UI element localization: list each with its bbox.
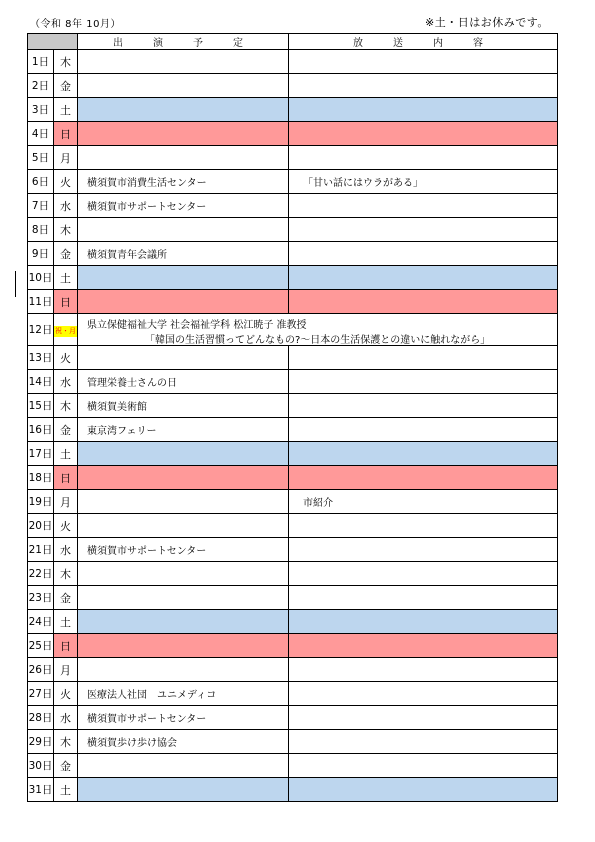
date-cell: 2日 xyxy=(28,74,54,98)
weekday-cell: 金 xyxy=(54,242,78,266)
date-cell: 8日 xyxy=(28,218,54,242)
appearance-column-header: 出 演 予 定 xyxy=(78,34,289,50)
weekday-cell: 土 xyxy=(54,98,78,122)
schedule-body xyxy=(28,34,558,802)
appearance-cell: 横須賀市消費生活センター xyxy=(78,170,289,194)
content-cell xyxy=(289,586,558,610)
margin-marker xyxy=(15,271,16,297)
date-cell: 18日 xyxy=(28,466,54,490)
schedule-row xyxy=(28,706,558,730)
weekday-cell: 木 xyxy=(54,562,78,586)
schedule-row xyxy=(28,514,558,538)
weekday-cell: 月 xyxy=(54,146,78,170)
content-cell xyxy=(289,634,558,658)
schedule-row xyxy=(28,194,558,218)
date-cell: 23日 xyxy=(28,586,54,610)
content-cell xyxy=(289,74,558,98)
content-cell xyxy=(289,122,558,146)
content-cell xyxy=(289,194,558,218)
content-cell xyxy=(289,266,558,290)
merged-program-cell xyxy=(78,314,558,346)
appearance-cell xyxy=(78,74,289,98)
appearance-cell xyxy=(78,490,289,514)
appearance-cell: 横須賀美術館 xyxy=(78,394,289,418)
date-cell: 9日 xyxy=(28,242,54,266)
schedule-row xyxy=(28,730,558,754)
weekday-cell: 木 xyxy=(54,50,78,74)
weekday-cell: 木 xyxy=(54,218,78,242)
schedule-row xyxy=(28,610,558,634)
weekday-cell: 水 xyxy=(54,538,78,562)
appearance-cell xyxy=(78,122,289,146)
weekday-cell: 水 xyxy=(54,370,78,394)
appearance-cell xyxy=(78,442,289,466)
schedule-table xyxy=(27,33,558,802)
date-cell: 11日 xyxy=(28,290,54,314)
schedule-row xyxy=(28,74,558,98)
date-cell: 28日 xyxy=(28,706,54,730)
appearance-cell xyxy=(78,218,289,242)
content-cell xyxy=(289,538,558,562)
content-cell xyxy=(289,50,558,74)
schedule-row xyxy=(28,418,558,442)
appearance-cell: 管理栄養士さんの日 xyxy=(78,370,289,394)
weekday-cell: 水 xyxy=(54,706,78,730)
weekday-cell: 火 xyxy=(54,682,78,706)
content-cell: 市紹介 xyxy=(289,490,558,514)
weekday-cell: 金 xyxy=(54,586,78,610)
appearance-cell: 横須賀市サポートセンター xyxy=(78,538,289,562)
schedule-row xyxy=(28,682,558,706)
holiday-badge: 祝・月 xyxy=(55,326,76,335)
content-cell xyxy=(289,730,558,754)
schedule-row xyxy=(28,778,558,802)
appearance-cell xyxy=(78,658,289,682)
appearance-cell: 医療法人社団 ユニメディコ xyxy=(78,682,289,706)
date-cell: 6日 xyxy=(28,170,54,194)
schedule-row xyxy=(28,218,558,242)
weekday-cell: 土 xyxy=(54,778,78,802)
schedule-row xyxy=(28,634,558,658)
weekday-cell: 土 xyxy=(54,610,78,634)
schedule-row xyxy=(28,490,558,514)
content-cell xyxy=(289,146,558,170)
appearance-text: 県立保健福祉大学 社会福祉学科 松江暁子 准教授 xyxy=(87,320,307,331)
date-cell: 3日 xyxy=(28,98,54,122)
weekday-cell: 木 xyxy=(54,730,78,754)
content-column-header: 放 送 内 容 xyxy=(289,34,558,50)
weekday-cell: 日 xyxy=(54,290,78,314)
schedule-row xyxy=(28,586,558,610)
date-cell: 7日 xyxy=(28,194,54,218)
date-cell: 26日 xyxy=(28,658,54,682)
schedule-row xyxy=(28,242,558,266)
appearance-cell xyxy=(78,778,289,802)
weekday-cell: 火 xyxy=(54,170,78,194)
content-cell xyxy=(289,706,558,730)
appearance-cell xyxy=(78,610,289,634)
date-cell: 14日 xyxy=(28,370,54,394)
schedule-row xyxy=(28,658,558,682)
date-cell: 19日 xyxy=(28,490,54,514)
date-cell: 27日 xyxy=(28,682,54,706)
appearance-cell xyxy=(78,466,289,490)
weekday-cell: 火 xyxy=(54,514,78,538)
content-cell xyxy=(289,658,558,682)
appearance-cell xyxy=(78,266,289,290)
content-cell xyxy=(289,562,558,586)
schedule-row xyxy=(28,466,558,490)
appearance-cell: 横須賀市サポートセンター xyxy=(78,194,289,218)
content-cell xyxy=(289,242,558,266)
appearance-cell xyxy=(78,562,289,586)
appearance-cell xyxy=(78,514,289,538)
date-cell: 31日 xyxy=(28,778,54,802)
weekday-cell: 土 xyxy=(54,266,78,290)
content-cell xyxy=(289,754,558,778)
appearance-cell xyxy=(78,146,289,170)
date-cell: 17日 xyxy=(28,442,54,466)
schedule-row xyxy=(28,538,558,562)
appearance-cell: 横須賀歩け歩け協会 xyxy=(78,730,289,754)
schedule-row xyxy=(28,442,558,466)
weekday-cell: 木 xyxy=(54,394,78,418)
weekday-cell: 土 xyxy=(54,442,78,466)
content-cell xyxy=(289,610,558,634)
weekday-cell: 金 xyxy=(54,418,78,442)
weekday-cell: 金 xyxy=(54,754,78,778)
date-cell: 25日 xyxy=(28,634,54,658)
schedule-row xyxy=(28,370,558,394)
holiday-note: ※土・日はお休みです。 xyxy=(425,16,549,29)
period-label: （令和 8年 10月） xyxy=(30,19,121,30)
header-row xyxy=(28,34,558,50)
schedule-row xyxy=(28,346,558,370)
date-cell: 1日 xyxy=(28,50,54,74)
date-cell: 24日 xyxy=(28,610,54,634)
weekday-cell: 金 xyxy=(54,74,78,98)
appearance-cell xyxy=(78,98,289,122)
content-cell xyxy=(289,778,558,802)
weekday-cell: 火 xyxy=(54,346,78,370)
date-cell: 29日 xyxy=(28,730,54,754)
appearance-cell: 横須賀市サポートセンター xyxy=(78,706,289,730)
date-cell: 30日 xyxy=(28,754,54,778)
content-text: 「韓国の生活習慣ってどんなもの?〜日本の生活保護との違いに触れながら」 xyxy=(145,335,491,346)
date-cell: 21日 xyxy=(28,538,54,562)
weekday-cell: 日 xyxy=(54,122,78,146)
content-cell xyxy=(289,418,558,442)
appearance-cell: 横須賀青年会議所 xyxy=(78,242,289,266)
schedule-row xyxy=(28,290,558,314)
content-cell xyxy=(289,466,558,490)
weekday-cell: 水 xyxy=(54,194,78,218)
date-cell: 12日 xyxy=(28,314,54,346)
content-cell xyxy=(289,290,558,314)
schedule-row xyxy=(28,754,558,778)
date-cell: 15日 xyxy=(28,394,54,418)
content-cell xyxy=(289,346,558,370)
date-cell: 10日 xyxy=(28,266,54,290)
content-cell xyxy=(289,394,558,418)
date-cell: 20日 xyxy=(28,514,54,538)
appearance-cell xyxy=(78,634,289,658)
schedule-row xyxy=(28,170,558,194)
date-cell: 16日 xyxy=(28,418,54,442)
schedule-row xyxy=(28,50,558,74)
content-cell xyxy=(289,442,558,466)
appearance-cell xyxy=(78,346,289,370)
content-cell xyxy=(289,98,558,122)
appearance-cell: 東京湾フェリー xyxy=(78,418,289,442)
date-cell: 13日 xyxy=(28,346,54,370)
schedule-row xyxy=(28,146,558,170)
weekday-cell: 月 xyxy=(54,658,78,682)
appearance-cell xyxy=(78,50,289,74)
schedule-row xyxy=(28,98,558,122)
appearance-cell xyxy=(78,754,289,778)
schedule-row xyxy=(28,122,558,146)
header-blank-cell xyxy=(28,34,78,50)
content-cell xyxy=(289,218,558,242)
schedule-row xyxy=(28,394,558,418)
weekday-cell: 日 xyxy=(54,634,78,658)
date-cell: 5日 xyxy=(28,146,54,170)
date-cell: 4日 xyxy=(28,122,54,146)
appearance-cell xyxy=(78,290,289,314)
schedule-row xyxy=(28,314,558,346)
content-cell xyxy=(289,682,558,706)
appearance-cell xyxy=(78,586,289,610)
weekday-cell: 月 xyxy=(54,490,78,514)
weekday-cell: 日 xyxy=(54,466,78,490)
content-cell xyxy=(289,370,558,394)
date-cell: 22日 xyxy=(28,562,54,586)
schedule-row xyxy=(28,562,558,586)
content-cell xyxy=(289,514,558,538)
weekday-cell xyxy=(54,314,78,346)
schedule-row xyxy=(28,266,558,290)
content-cell: 「甘い話にはウラがある」 xyxy=(289,170,558,194)
